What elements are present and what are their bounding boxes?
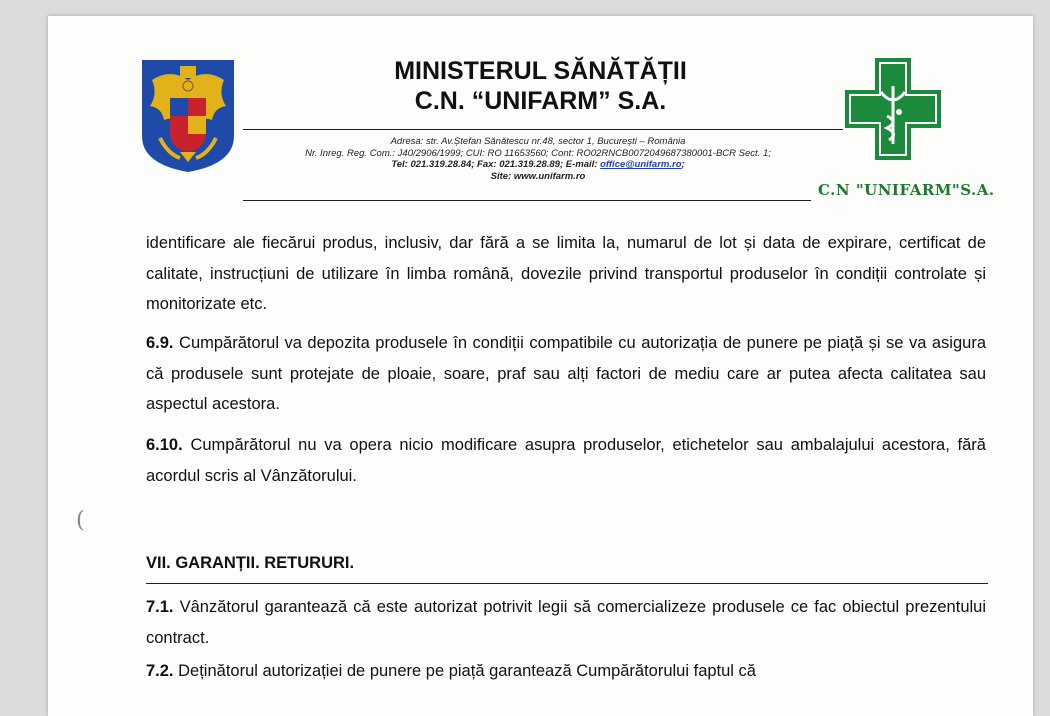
header-rule-top: [243, 129, 843, 130]
registry-line: Nr. Inreg. Reg. Com.: J40/2906/1999; CUI: RO 11653560; Cont: RO02RNCB0072049687380001-BCR Sect. 1;: [305, 147, 771, 159]
section-rule: [146, 583, 988, 584]
phone-fax-text: Tel: 021.319.28.84; Fax: 021.319.28.89; E-mail:: [391, 159, 598, 170]
paragraph-6-8-continued: identificare ale fiecărui produs, inclusiv, dar fără a se limita la, numarul de lot și data de expirare, certificat de calitate, instrucțiuni de utilizare în limba română, dovezile privind transportul produselor în condiții controlate și monitorizate etc.: [146, 234, 986, 313]
ministry-name: MINISTERUL SĂNĂTĂȚII: [394, 57, 687, 85]
clause-number: 6.9.: [146, 334, 174, 352]
document-page: [48, 16, 1033, 716]
clause-text: Deținătorul autorizației de punere pe piață garantează Cumpărătorului faptul că: [178, 662, 756, 680]
paragraph-7-2: [146, 656, 986, 687]
clause-number: 7.2.: [146, 662, 174, 680]
paragraph-6-10: [146, 430, 986, 491]
phone-line: [228, 159, 848, 171]
company-name: C.N. “UNIFARM” S.A.: [414, 87, 667, 115]
pharmacy-cross-logo-icon: [843, 56, 943, 162]
site-line: Site: www.unifarm.ro: [490, 170, 586, 182]
clause-text: Vânzătorul garantează că este autorizat potrivit legii să comercializeze produsele ce fac obiectul prezentului contract.: [146, 598, 986, 647]
clause-text: Cumpărătorul va depozita produsele în condiții compatibile cu autorizația de punere pe piață și se va asigura că produsele sunt protejate de ploaie, soare, praf sau alți factori de mediu care ar putea afecta calitatea sau aspectul acestora.: [146, 334, 986, 413]
email-suffix: ;: [681, 159, 685, 170]
clause-number: 7.1.: [146, 598, 174, 616]
header-rule-bottom: [243, 200, 811, 201]
section-title-vii: VII. GARANȚII. RETURURI.: [146, 554, 355, 572]
paragraph-6-9: [146, 328, 986, 420]
clause-number: 6.10.: [146, 436, 183, 454]
paragraph-7-1: [146, 592, 986, 653]
contact-block: [228, 136, 848, 182]
email-link[interactable]: office@unifarm.ro: [600, 159, 682, 170]
clause-text: Cumpărătorul nu va opera nicio modificare asupra produselor, etichetelor sau ambalajului acestora, fără acordul scris al Vânzătorului.: [146, 436, 986, 485]
logo-caption: C.N "UNIFARM"S.A.: [818, 181, 995, 199]
stray-mark: (: [76, 508, 85, 533]
address-line: Adresa: str. Av.Ștefan Sănătescu nr.48, sector 1, București – România: [390, 136, 686, 147]
